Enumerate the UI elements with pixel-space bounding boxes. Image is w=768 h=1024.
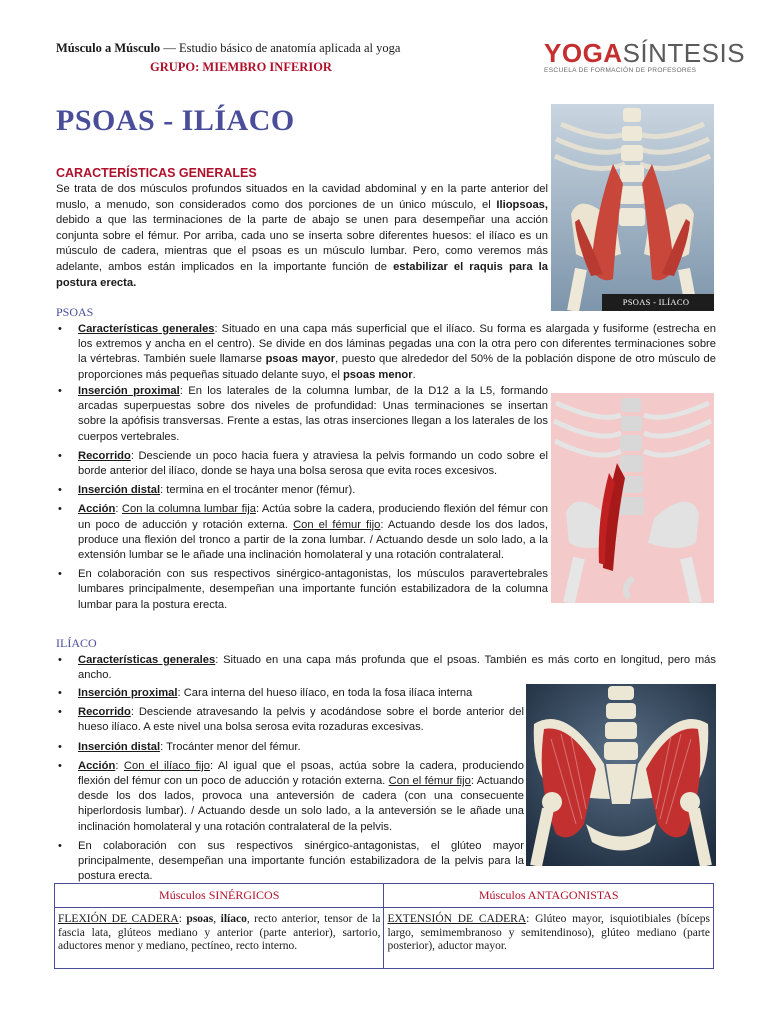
page-title: PSOAS - ILÍACO [56,104,295,137]
header-group: GRUPO: MIEMBRO INFERIOR [150,60,332,74]
iliaco-muscle-figure [526,684,716,866]
list-item: • Recorrido: Desciende atravesando la pelvis y acodándose sobre el borde anterior del hueso ilíaco. A este nivel una bolsa serosa evita rozaduras excesivas. [56,705,524,735]
psoas-iliaco-figure [551,104,714,311]
psoas-list [56,322,716,387]
iliaco-list-continued [56,686,524,888]
yoga-sintesis-logo: YOGASÍNTESIS ESCUELA DE FORMACIÓN DE PROFESORES [544,38,746,74]
list-item: • En colaboración con sus respectivos sinérgico-antagonistas, los músculos paravertebrales lumbares principalmente, desempeñan una importante función estabilizadora de la columna lumbar para la postura erecta. [56,567,548,613]
iliaco-heading: ILÍACO [56,636,97,650]
iliaco-list [56,653,716,687]
list-item: • Inserción distal: Trocánter menor del fémur. [56,740,524,755]
synergists-antagonists-table [54,883,714,969]
antagonists-cell: EXTENSIÓN DE CADERA: Glúteo mayor, isquiotibiales (bíceps largo, semimembranoso y semitendinoso), glúteo mediano (parte posterior), aductor mayor. [384,908,714,969]
figure-caption: PSOAS - ILÍACO [622,297,690,307]
list-item: • Acción: Con el ilíaco fijo: Al igual que el psoas, actúa sobre la cadera, produciendo flexión del fémur con un poco de aducción y rotación externa. Con el fémur fijo: Actuando desde los dos lados, provoca una anteversión de cadera (con una consecuente hiperlordosis lumbar). / Actuando desde un solo lado, a la anteversión se le añade una inclinación homolateral y una rotación contralateral de la pelvis. [56,759,524,835]
header-series: Músculo a Músculo — Estudio básico de anatomía aplicada al yoga [56,41,401,55]
synergists-header: Músculos SINÉRGICOS [55,884,384,908]
list-item: • Acción: Con la columna lumbar fija: Actúa sobre la cadera, produciendo flexión del fémur con un poco de aducción y rotación externa. Con el fémur fijo: Actuando desde los dos lados, produce una flexión del tronco a partir de la zona lumbar. / Actuando desde un solo lado, a la extensión lumbar se le añade una inclinación homolateral y una rotación contralateral. [56,502,548,563]
general-paragraph: Se trata de dos músculos profundos situados en la cavidad abdominal y en la parte anterior del muslo, a menudo, son considerados como dos porciones de un único músculo, el Iliopsoas, debido a que las terminaciones de la parte de abajo se unen para desempeñar una acción conjunta sobre el fémur. Por arriba, cada uno se inserta sobre diferentes huesos: el ilíaco es un músculo de cadera, mientras que el psoas es un músculo lumbar. Pero, como veremos más adelante, ambos están implicados en la importante función de estabilizar el raquis para la postura erecta. [56,183,548,289]
psoas-muscle-figure [551,393,714,603]
list-item: • Inserción proximal: Cara interna del hueso ilíaco, en toda la fosa ilíaca interna [56,686,524,701]
psoas-list-continued [56,384,548,617]
antagonists-header: Músculos ANTAGONISTAS [384,884,714,908]
psoas-heading: PSOAS [56,305,94,319]
general-heading: CARACTERÍSTICAS GENERALES [56,166,257,180]
synergists-cell: FLEXIÓN DE CADERA: psoas, ilíaco, recto anterior, tensor de la fascia lata, glúteos mediano y anterior (parte anterior), sartorio, aductores menor y mediano, pectíneo, recto interno. [55,908,384,969]
list-item: • Recorrido: Desciende un poco hacia fuera y atraviesa la pelvis formando un codo sobre el borde anterior del ilíaco, donde se haya una bolsa serosa que evita roces excesivos. [56,449,548,479]
list-item: • En colaboración con sus respectivos sinérgico-antagonistas, el glúteo mayor principalmente, desempeñan una importante función estabilizadora de la pelvis para la postura erecta. [56,839,524,885]
list-item: • Características generales: Situado en una capa más superficial que el ilíaco. Su forma es alargada y fusiforme (estrecha en los extremos y ancha en el centro). Se divide en dos láminas pegadas una con la otra pero con diferentes terminaciones sobre la vértebras. También suele llamarse psoas mayor, puesto que alrededor del 50% de la población dispone de otro músculo de proporciones más pequeñas situado delante suyo, el psoas menor. [56,322,716,383]
list-item: • Inserción proximal: En los laterales de la columna lumbar, de la D12 a la L5, formando arcadas superpuestas sobre dos niveles de profundidad: Unas terminaciones se insertan sobre la apófisis transversas. Frente a estas, las otras inserciones llegan a los laterales de los cuerpos vertebrales. [56,384,548,445]
list-item: • Inserción distal: termina en el trocánter menor (fémur). [56,483,548,498]
list-item: • Características generales: Situado en una capa más profunda que el psoas. También es más corto en longitud, pero más ancho. [56,653,716,683]
